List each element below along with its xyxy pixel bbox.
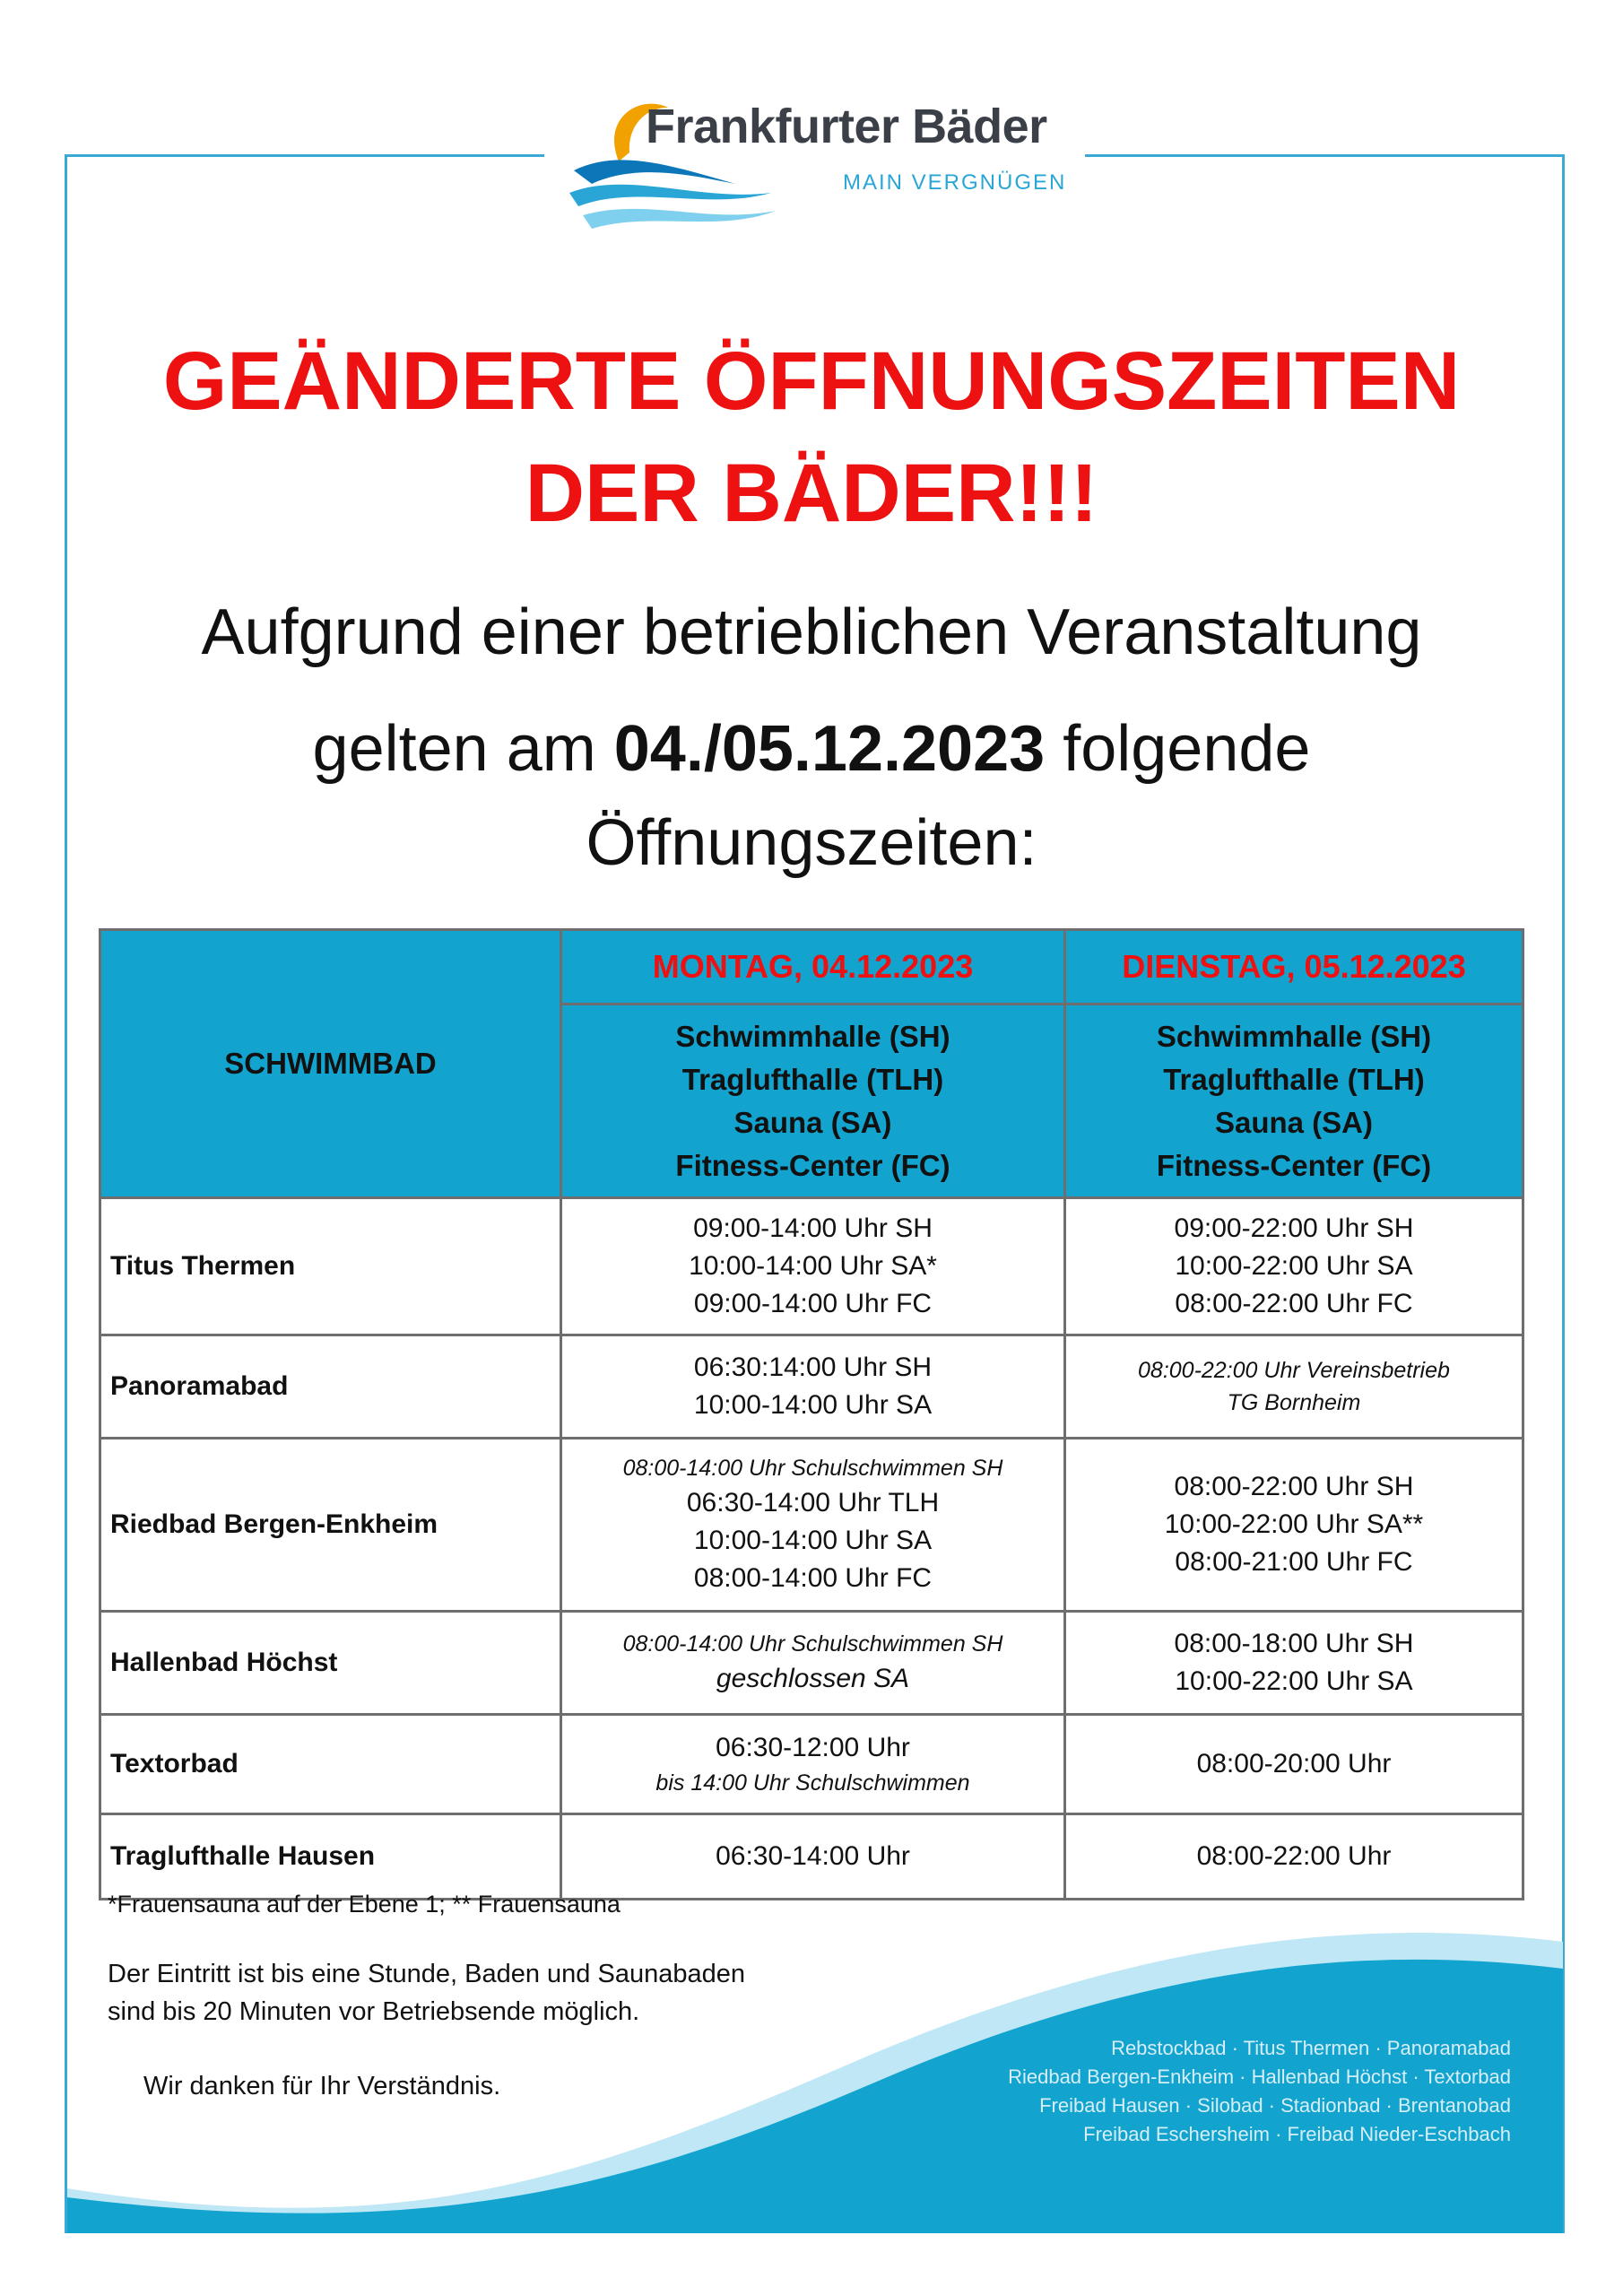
baths-list-line: Rebstockbad · Titus Thermen · Panoramabad [1111, 2037, 1511, 2059]
intro-line2-post: folgende [1045, 713, 1311, 785]
facility-label: Fitness-Center (FC) [1156, 1148, 1432, 1182]
baths-list [1008, 2034, 1511, 2149]
day2-header: DIENSTAG, 05.12.2023 [1064, 930, 1523, 1004]
hours-line: 08:00-22:00 Uhr FC [1175, 1289, 1413, 1318]
hours-line: 08:00-14:00 Uhr Schulschwimmen SH [622, 1631, 1003, 1657]
facility-label: Traglufthalle (TLH) [681, 1062, 944, 1096]
hours-line: 09:00-14:00 Uhr FC [693, 1289, 933, 1318]
entry-note-line1: Der Eintritt ist bis eine Stunde, Baden und Saunabaden [108, 1960, 745, 1988]
facility-label: Traglufthalle (TLH) [1163, 1062, 1425, 1096]
headline-line1: GEÄNDERTE ÖFFNUNGSZEITEN [162, 335, 1461, 427]
logo-tagline: MAIN VERGNÜGEN [843, 170, 1067, 195]
bath-name: Titus Thermen [100, 1198, 561, 1335]
facility-label: Fitness-Center (FC) [675, 1148, 950, 1182]
intro-line3: Öffnungszeiten: [586, 807, 1037, 879]
hours-line: 09:00-22:00 Uhr SH [1174, 1213, 1414, 1243]
hours-line: 10:00-14:00 Uhr SA* [689, 1251, 937, 1281]
hours-line: 08:00-22:00 Uhr [1196, 1841, 1392, 1871]
intro-line1: Aufgrund einer betrieblichen Veranstaltung [201, 596, 1422, 668]
hours-line: 08:00-21:00 Uhr FC [1175, 1547, 1413, 1577]
baths-list-line: Freibad Eschersheim · Freibad Nieder-Eschbach [1083, 2123, 1511, 2145]
hours-line: 10:00-22:00 Uhr SA** [1164, 1509, 1424, 1539]
hours-line: 10:00-14:00 Uhr SA [693, 1526, 933, 1555]
hours-line: 08:00-14:00 Uhr FC [693, 1563, 933, 1593]
footnote: *Frauensauna auf der Ebene 1; ** Frauensauna [108, 1891, 621, 1918]
hours-line: 06:30:14:00 Uhr SH [693, 1352, 933, 1382]
bath-name: Hallenbad Höchst [100, 1612, 561, 1715]
thanks-note: Wir danken für Ihr Verständnis. [143, 2072, 501, 2100]
baths-list-line: Freibad Hausen · Silobad · Stadionbad · Brentanobad [1039, 2094, 1511, 2117]
facility-label: Sauna (SA) [733, 1105, 892, 1139]
hours-line: 06:30-14:00 Uhr TLH [686, 1488, 940, 1518]
facility-label: Sauna (SA) [1214, 1105, 1373, 1139]
headline-line2: DER BÄDER!!! [525, 448, 1098, 539]
hours-line: 09:00-14:00 Uhr SH [693, 1213, 933, 1243]
bath-name: Riedbad Bergen-Enkheim [100, 1439, 561, 1612]
hours-line: 06:30-14:00 Uhr [716, 1841, 910, 1871]
hours-line: 06:30-12:00 Uhr [716, 1733, 910, 1762]
hours-line: geschlossen SA [716, 1664, 910, 1693]
logo-name: Frankfurter Bäder [646, 100, 1047, 153]
schwimmbad-header: SCHWIMMBAD [224, 1047, 437, 1080]
hours-line: 08:00-22:00 Uhr Vereinsbetrieb [1138, 1358, 1450, 1383]
facility-label: Schwimmhalle (SH) [1156, 1019, 1432, 1053]
facility-label: Schwimmhalle (SH) [675, 1019, 950, 1053]
bath-name: Textorbad [100, 1715, 561, 1814]
hours-line: 10:00-22:00 Uhr SA [1175, 1666, 1413, 1696]
hours-line: 08:00-18:00 Uhr SH [1174, 1629, 1414, 1658]
hours-line: 10:00-14:00 Uhr SA [693, 1390, 933, 1420]
hours-line: 08:00-14:00 Uhr Schulschwimmen SH [622, 1456, 1003, 1481]
bath-name: Panoramabad [100, 1335, 561, 1439]
day1-header: MONTAG, 04.12.2023 [561, 930, 1065, 1004]
hours-line: TG Bornheim [1227, 1390, 1361, 1415]
intro-line2-pre: gelten am [312, 713, 614, 785]
hours-line: bis 14:00 Uhr Schulschwimmen [655, 1770, 970, 1796]
entry-note-line2: sind bis 20 Minuten vor Betriebsende möglich. [108, 1997, 640, 2026]
hours-line: 08:00-20:00 Uhr [1196, 1749, 1392, 1779]
intro-date: 04./05.12.2023 [613, 713, 1046, 785]
hours-line: 10:00-22:00 Uhr SA [1175, 1251, 1413, 1281]
bath-name: Traglufthalle Hausen [100, 1814, 561, 1900]
hours-line: 08:00-22:00 Uhr SH [1174, 1472, 1414, 1501]
baths-list-line: Riedbad Bergen-Enkheim · Hallenbad Höchst · Textorbad [1008, 2066, 1511, 2088]
